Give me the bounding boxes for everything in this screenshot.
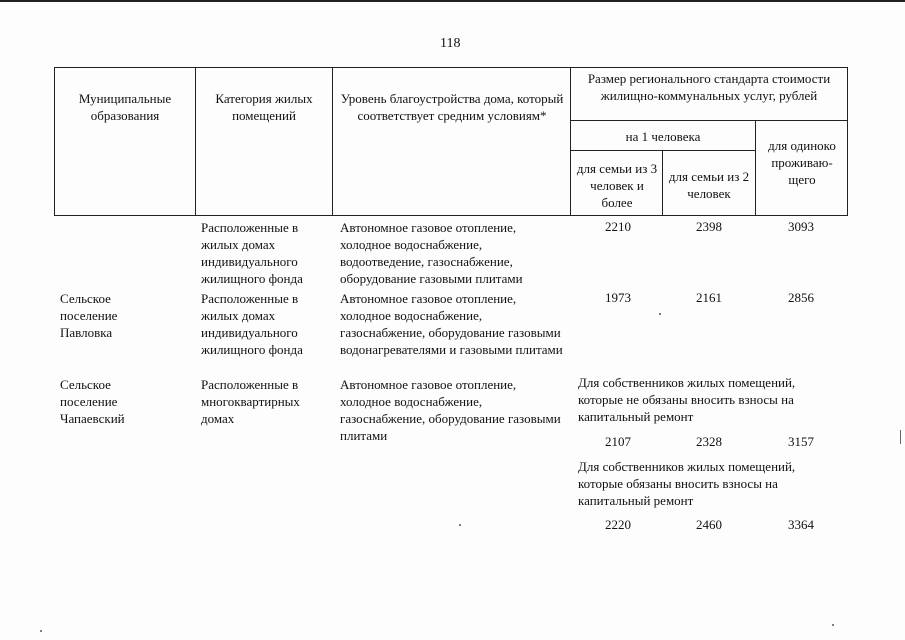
scan-speck — [459, 524, 461, 526]
row-municipality: Сельское поселение Чапаевский — [60, 377, 125, 426]
header-per-person: на 1 человека — [625, 129, 701, 144]
row-category: Расположенные в многоквартирных домах — [201, 377, 300, 426]
value-single: 3093 — [788, 219, 814, 234]
header-category: Категория жилых помещений — [215, 91, 313, 123]
value-family-2: 2161 — [696, 290, 722, 305]
value-single: 3364 — [788, 517, 814, 532]
row-category: Расположенные в жилых домах индивидуального жилищного фонда — [201, 220, 303, 286]
row-municipality: Сельское поселение Павловка — [60, 291, 118, 340]
value-family-2: 2460 — [696, 517, 722, 532]
value-family-2: 2328 — [696, 434, 722, 449]
value-single: 3157 — [788, 434, 814, 449]
row-amenity: Автономное газовое отопление, холодное водоснабжение, газоснабжение, оборудование газовыми плитами — [340, 377, 561, 443]
subrow-note: Для собственников жилых помещений, которые не обязаны вносить взносы на капитальный ремонт — [578, 375, 796, 424]
header-family-2: для семьи из 2 человек — [668, 169, 750, 201]
scan-speck — [832, 624, 834, 626]
value-family-3plus: 2220 — [605, 517, 631, 532]
page-number: 118 — [440, 36, 461, 51]
header-single: для одиноко проживаю-щего — [768, 138, 836, 187]
scan-speck — [659, 313, 661, 315]
scan-speck — [40, 630, 42, 632]
value-family-3plus: 2210 — [605, 219, 631, 234]
row-category: Расположенные в жилых домах индивидуального жилищного фонда — [201, 291, 303, 357]
value-single: 2856 — [788, 290, 814, 305]
header-standard-size: Размер регионального стандарта стоимости жилищно-коммунальных услуг, рублей — [587, 71, 831, 103]
subrow-note: Для собственников жилых помещений, которые обязаны вносить взносы на капитальный ремонт — [578, 459, 796, 508]
header-family-3plus: для семьи из 3 человек и более — [576, 161, 658, 210]
value-family-3plus: 1973 — [605, 290, 631, 305]
page-top-edge — [0, 0, 905, 2]
header-municipality: Муниципальные образования — [78, 91, 172, 123]
value-family-3plus: 2107 — [605, 434, 631, 449]
row-amenity: Автономное газовое отопление, холодное водоснабжение, газоснабжение, оборудование газовыми водонагревателями и газовыми плитами — [340, 291, 563, 357]
header-amenity: Уровень благоустройства дома, который соответствует средним условиям* — [340, 91, 564, 123]
scan-mark — [900, 430, 901, 444]
row-amenity: Автономное газовое отопление, холодное водоснабжение, водоотведение, газоснабжение, оборудование газовыми плитами — [340, 220, 523, 286]
value-family-2: 2398 — [696, 219, 722, 234]
